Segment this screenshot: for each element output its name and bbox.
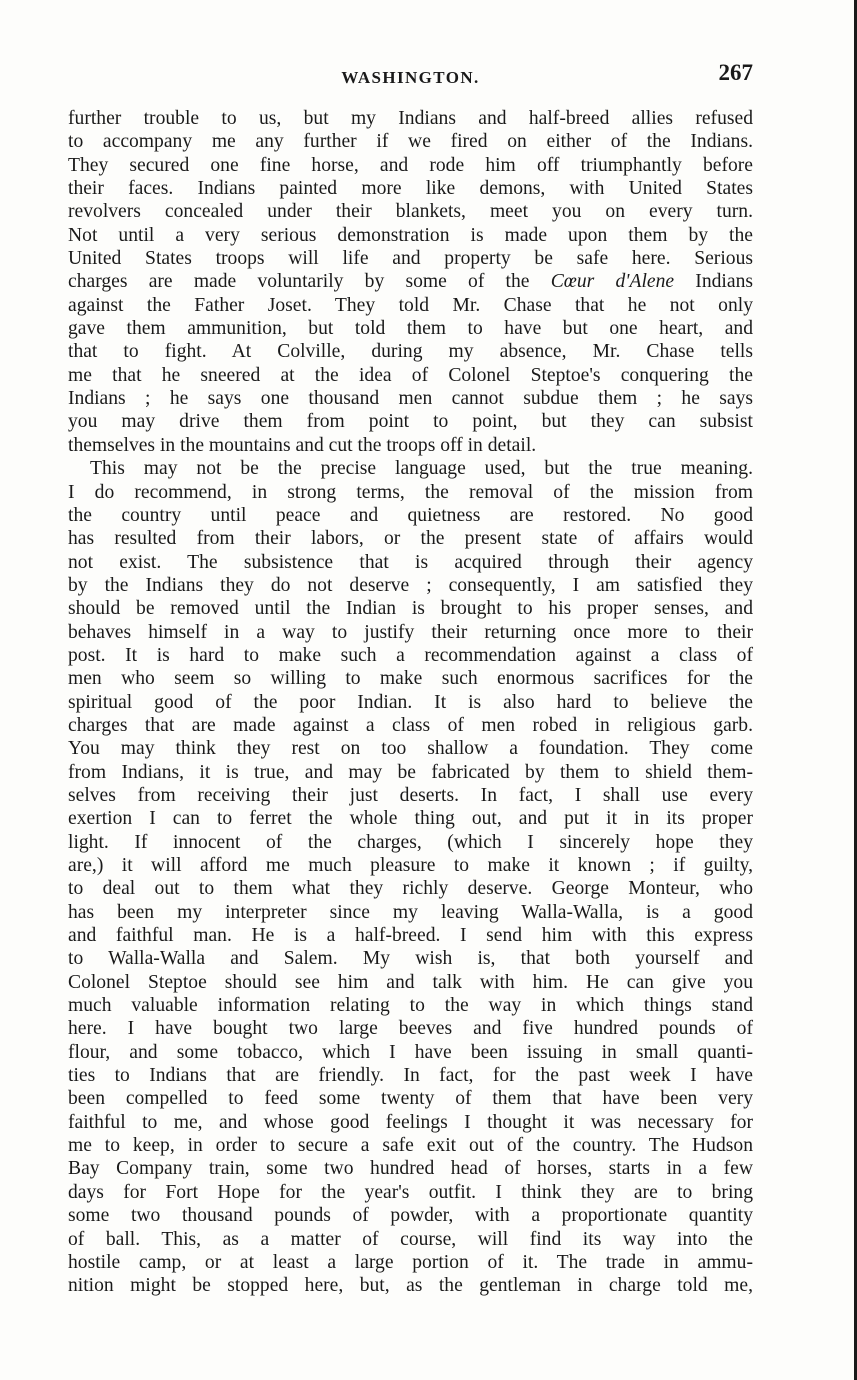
- text-line: against the Father Joset. They told Mr. Chase that he not only: [68, 294, 753, 316]
- text-line: United States troops will life and property be safe here. Serious: [68, 248, 753, 270]
- text-line: to accompany me any further if we fired on either of the Indians.: [68, 131, 753, 153]
- text-line: me that he sneered at the idea of Colonel Steptoe's conquering the: [68, 364, 753, 386]
- text-line: Indians ; he says one thousand men cannot subdue them ; he says: [68, 388, 753, 410]
- text-line: to Walla-Walla and Salem. My wish is, that both yourself and: [68, 948, 753, 970]
- text-line: charges that are made against a class of men robed in religious garb.: [68, 714, 753, 736]
- text-line: They secured one fine horse, and rode him off triumphantly before: [68, 154, 753, 176]
- text-line: I do recommend, in strong terms, the removal of the mission from: [68, 481, 753, 503]
- text-line: to deal out to them what they richly deserve. George Monteur, who: [68, 878, 753, 900]
- text-line: hostile camp, or at least a large portion of it. The trade in ammu-: [68, 1251, 753, 1273]
- text-line: revolvers concealed under their blankets, meet you on every turn.: [68, 201, 753, 223]
- text-line: from Indians, it is true, and may be fabricated by them to shield them-: [68, 761, 753, 783]
- page-header: [68, 60, 753, 94]
- text-line: not exist. The subsistence that is acquired through their agency: [68, 551, 753, 573]
- text-line: has been my interpreter since my leaving Walla-Walla, is a good: [68, 901, 753, 923]
- text-line: flour, and some tobacco, which I have been issuing in small quanti-: [68, 1041, 753, 1063]
- text-line: me to keep, in order to secure a safe exit out of the country. The Hudson: [68, 1135, 753, 1157]
- text-line: behaves himself in a way to justify their returning once more to their: [68, 621, 753, 643]
- text-line: Bay Company train, some two hundred head of horses, starts in a few: [68, 1158, 753, 1180]
- body-text: [68, 107, 753, 1298]
- text-line: light. If innocent of the charges, (which I sincerely hope they: [68, 831, 753, 853]
- text-line: been compelled to feed some twenty of them that have been very: [68, 1088, 753, 1110]
- text-line: charges are made voluntarily by some of the Cœur d'Alene Indians: [68, 271, 753, 293]
- text-line: has resulted from their labors, or the present state of affairs would: [68, 528, 753, 550]
- text-line: post. It is hard to make such a recommendation against a class of: [68, 644, 753, 666]
- text-line: further trouble to us, but my Indians and half-breed allies refused: [68, 108, 753, 129]
- text-line: ties to Indians that are friendly. In fact, for the past week I have: [68, 1065, 753, 1087]
- text-line: themselves in the mountains and cut the troops off in detail.: [68, 434, 537, 456]
- text-line: Not until a very serious demonstration is made upon them by the: [68, 224, 753, 246]
- text-line: you may drive them from point to point, but they can subsist: [68, 411, 753, 433]
- text-line: exertion I can to ferret the whole thing out, and put it in its proper: [68, 808, 753, 830]
- text-line: selves from receiving their just deserts. In fact, I shall use every: [68, 784, 753, 806]
- text-line: and faithful man. He is a half-breed. I send him with this express: [68, 925, 753, 947]
- text-line: by the Indians they do not deserve ; consequently, I am satisfied they: [68, 574, 753, 596]
- text-line: spiritual good of the poor Indian. It is also hard to believe the: [68, 691, 753, 713]
- text-line: of ball. This, as a matter of course, will find its way into the: [68, 1228, 753, 1250]
- text-line: that to fight. At Colville, during my absence, Mr. Chase tells: [68, 341, 753, 363]
- text-line: the country until peace and quietness are restored. No good: [68, 504, 753, 526]
- text-line: days for Fort Hope for the year's outfit. I think they are to bring: [68, 1181, 753, 1203]
- text-line: here. I have bought two large beeves and five hundred pounds of: [68, 1018, 753, 1040]
- text-line: nition might be stopped here, but, as the gentleman in charge told me,: [68, 1275, 753, 1297]
- page-number: 267: [718, 60, 753, 85]
- text-line: are,) it will afford me much pleasure to make it known ; if guilty,: [68, 855, 753, 876]
- text-line: much valuable information relating to the way in which things stand: [68, 995, 753, 1017]
- text-line: This may not be the precise language used, but the true meaning.: [90, 458, 753, 480]
- text-line: men who seem so willing to make such enormous sacrifices for the: [68, 668, 753, 690]
- text-line: You may think they rest on too shallow a foundation. They come: [68, 738, 753, 760]
- running-head: WASHINGTON.: [341, 68, 480, 87]
- text-line: gave them ammunition, but told them to have but one heart, and: [68, 318, 753, 340]
- text-line: their faces. Indians painted more like demons, with United States: [68, 178, 753, 200]
- text-line: faithful to me, and whose good feelings I thought it was necessary for: [68, 1111, 753, 1133]
- text-line: some two thousand pounds of powder, with a proportionate quantity: [68, 1205, 753, 1227]
- text-line: Colonel Steptoe should see him and talk with him. He can give you: [68, 971, 753, 993]
- text-line: should be removed until the Indian is brought to his proper senses, and: [68, 598, 753, 620]
